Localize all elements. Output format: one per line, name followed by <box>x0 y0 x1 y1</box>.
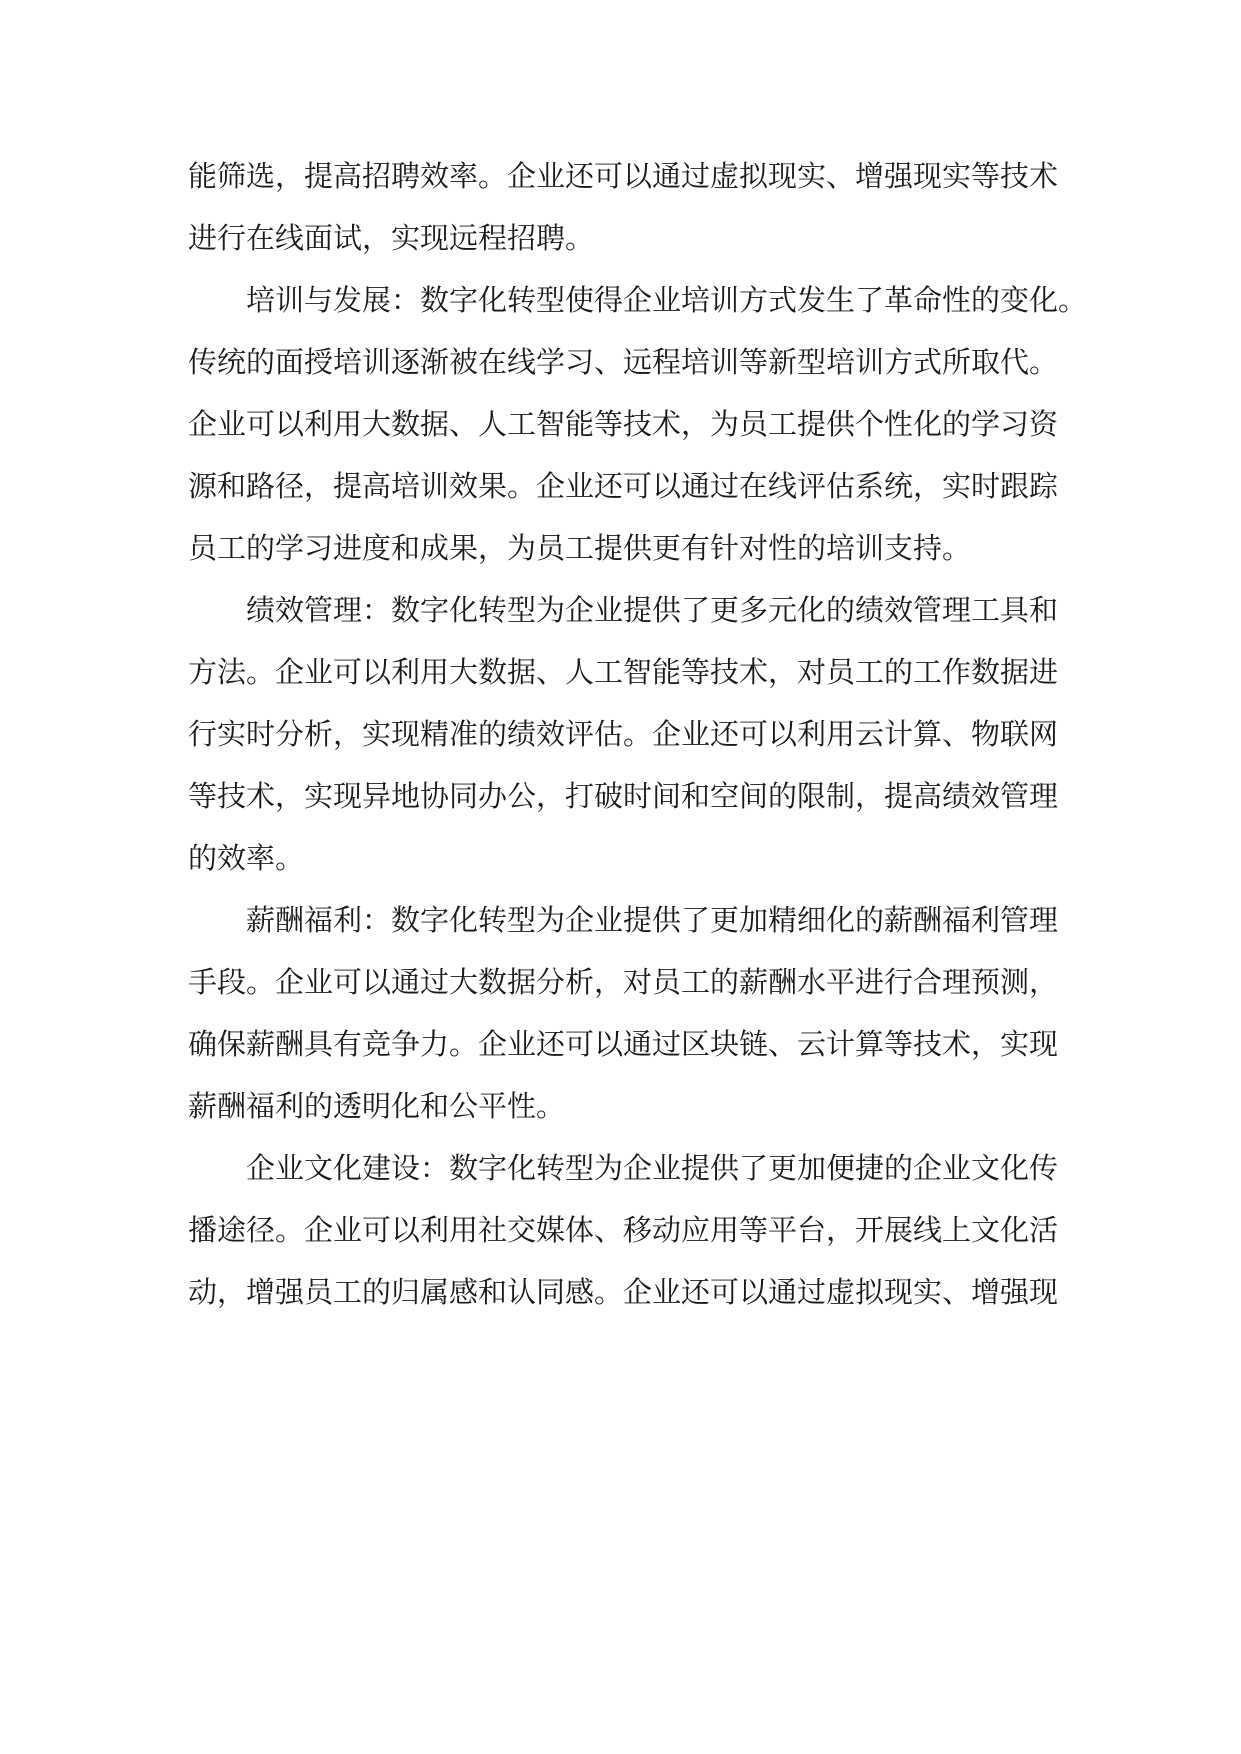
text-line: 进行在线面试，实现远程招聘。 <box>188 221 595 255</box>
text-line: 行实时分析，实现精准的绩效评估。企业还可以利用云计算、物联网 <box>188 717 1059 751</box>
text-line: 员工的学习进度和成果，为员工提供更有针对性的培训支持。 <box>188 531 972 565</box>
paragraph-training-development <box>188 269 1088 579</box>
paragraph-corporate-culture <box>188 1137 1058 1323</box>
text-line: 播途径。企业可以利用社交媒体、移动应用等平台，开展线上文化活 <box>188 1213 1059 1247</box>
text-line: 薪酬福利：数字化转型为企业提供了更加精细化的薪酬福利管理 <box>188 903 1059 937</box>
paragraph-compensation-benefits <box>188 889 1058 1137</box>
body-text <box>188 145 1088 1323</box>
text-line: 传统的面授培训逐渐被在线学习、远程培训等新型培训方式所取代。 <box>188 345 1059 379</box>
text-line: 培训与发展：数字化转型使得企业培训方式发生了革命性的变化。 <box>188 283 1088 317</box>
text-line: 源和路径，提高培训效果。企业还可以通过在线评估系统，实时跟踪 <box>188 469 1059 503</box>
text-line: 的效率。 <box>188 841 305 875</box>
text-line: 手段。企业可以通过大数据分析，对员工的薪酬水平进行合理预测， <box>188 965 1059 999</box>
paragraph-recruitment-continued <box>188 145 1058 269</box>
text-line: 绩效管理：数字化转型为企业提供了更多元化的绩效管理工具和 <box>188 593 1059 627</box>
text-line: 能筛选，提高招聘效率。企业还可以通过虚拟现实、增强现实等技术 <box>188 159 1059 193</box>
text-line: 方法。企业可以利用大数据、人工智能等技术，对员工的工作数据进 <box>188 655 1059 689</box>
text-line: 动，增强员工的归属感和认同感。企业还可以通过虚拟现实、增强现 <box>188 1275 1059 1309</box>
paragraph-performance-management <box>188 579 1058 889</box>
text-line: 确保薪酬具有竞争力。企业还可以通过区块链、云计算等技术，实现 <box>188 1027 1059 1061</box>
text-line: 等技术，实现异地协同办公，打破时间和空间的限制，提高绩效管理 <box>188 779 1059 813</box>
text-line: 企业文化建设：数字化转型为企业提供了更加便捷的企业文化传 <box>188 1151 1059 1185</box>
text-line: 薪酬福利的透明化和公平性。 <box>188 1089 566 1123</box>
text-line: 企业可以利用大数据、人工智能等技术，为员工提供个性化的学习资 <box>188 407 1059 441</box>
